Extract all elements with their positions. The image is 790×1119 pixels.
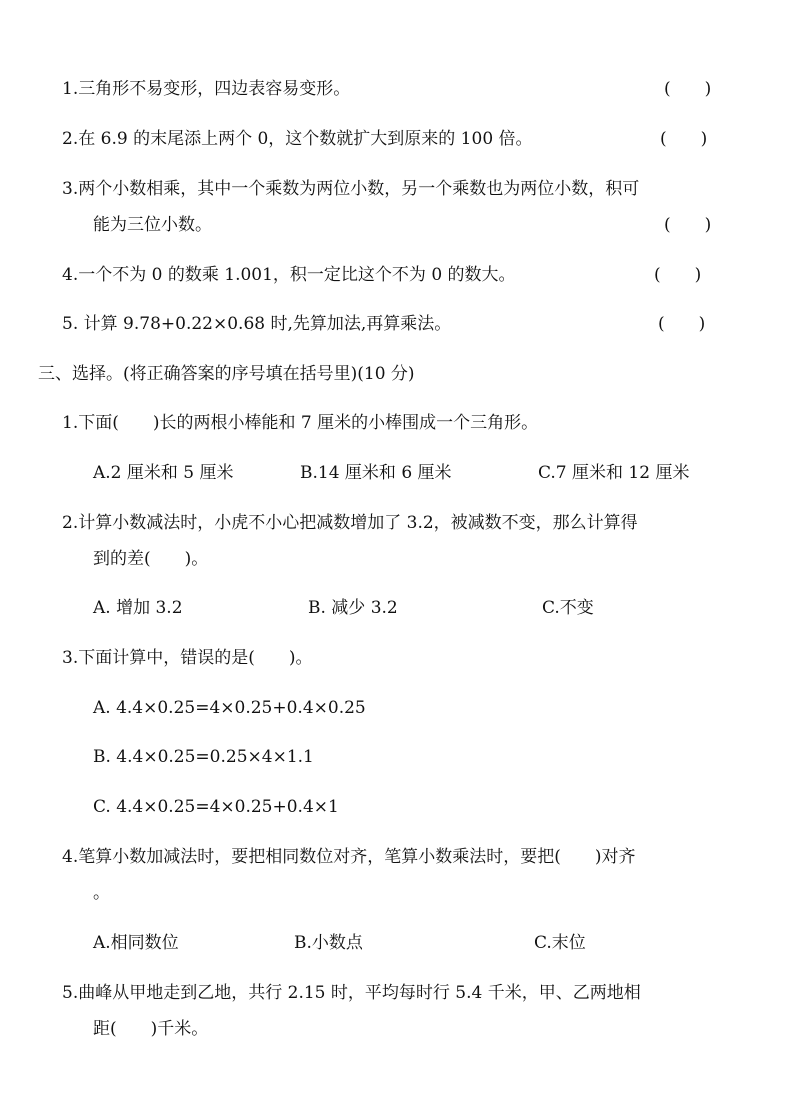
question-4-stem: 4.笔算小数加减法时，要把相同数位对齐，笔算小数乘法时，要把( )对齐: [62, 847, 636, 867]
question-4-option-c: C.末位: [534, 933, 586, 953]
question-5-stem-cont: 距( )千米。: [93, 1019, 209, 1039]
judge-item-5: 5. 计算 9.78+0.22×0.68 时,先算加法,再算乘法。: [62, 314, 452, 334]
question-2-stem: 2.计算小数减法时，小虎不小心把减数增加了 3.2，被减数不变，那么计算得: [62, 513, 638, 533]
question-2-option-c: C.不变: [542, 598, 594, 618]
question-5-stem: 5.曲峰从甲地走到乙地，共行 2.15 时，平均每时行 5.4 千米，甲、乙两地相: [62, 983, 641, 1003]
question-3-option-b: B. 4.4×0.25=0.25×4×1.1: [93, 747, 314, 767]
answer-paren-3[interactable]: ( ): [664, 215, 712, 235]
answer-paren-1[interactable]: ( ): [664, 79, 712, 99]
question-1-stem: 1.下面( )长的两根小棒能和 7 厘米的小棒围成一个三角形。: [62, 413, 539, 433]
judge-item-1: 1.三角形不易变形，四边表容易变形。: [62, 79, 351, 99]
question-3-option-c: C. 4.4×0.25=4×0.25+0.4×1: [93, 797, 339, 817]
answer-paren-5[interactable]: ( ): [658, 314, 706, 334]
question-2-option-a: A. 增加 3.2: [93, 598, 183, 618]
judge-item-4: 4.一个不为 0 的数乘 1.001，积一定比这个不为 0 的数大。: [62, 265, 516, 285]
section-heading: 三、选择。(将正确答案的序号填在括号里)(10 分): [38, 364, 415, 384]
question-1-option-b: B.14 厘米和 6 厘米: [300, 463, 452, 483]
question-2-option-b: B. 减少 3.2: [308, 598, 398, 618]
answer-paren-4[interactable]: ( ): [654, 265, 702, 285]
question-3-stem: 3.下面计算中，错误的是( )。: [62, 648, 313, 668]
question-2-stem-cont: 到的差( )。: [93, 549, 209, 569]
question-4-option-a: A.相同数位: [93, 933, 179, 953]
question-4-option-b: B.小数点: [294, 933, 363, 953]
question-3-option-a: A. 4.4×0.25=4×0.25+0.4×0.25: [93, 698, 366, 718]
judge-item-3: 3.两个小数相乘，其中一个乘数为两位小数，另一个乘数也为两位小数，积可: [62, 179, 640, 199]
judge-item-3-cont: 能为三位小数。: [93, 215, 212, 235]
question-4-stem-cont: 。: [93, 883, 110, 903]
answer-paren-2[interactable]: ( ): [660, 129, 708, 149]
judge-item-2: 2.在 6.9 的末尾添上两个 0，这个数就扩大到原来的 100 倍。: [62, 129, 533, 149]
question-1-option-c: C.7 厘米和 12 厘米: [538, 463, 690, 483]
question-1-option-a: A.2 厘米和 5 厘米: [93, 463, 234, 483]
